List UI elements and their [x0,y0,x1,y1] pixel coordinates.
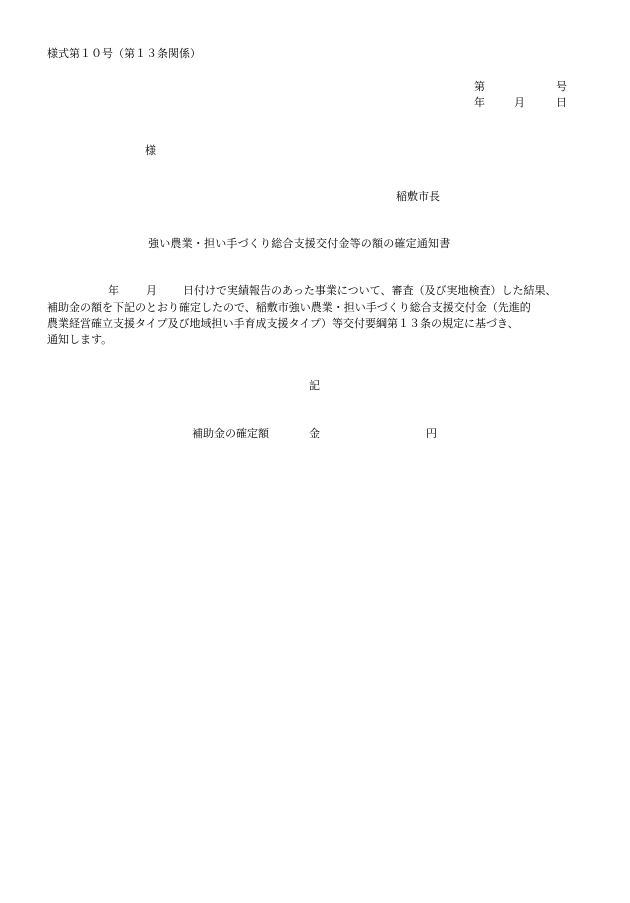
form-number: 様式第１０号（第１３条関係） [47,47,201,60]
amount-prefix: 金 [309,427,320,440]
date-month-label: 月 [514,96,525,109]
body-line-1-text: 日付けで実績報告のあった事業について、審査（及び実地検査）した結果、 [183,284,557,297]
body-month-label: 月 [146,284,157,297]
issue-number-label: 第 [474,80,485,93]
date-year-label: 年 [474,96,485,109]
note-heading: 記 [309,379,320,392]
amount-unit: 円 [426,427,437,440]
amount-label: 補助金の確定額 [192,427,269,440]
body-year-label: 年 [108,284,119,297]
body-line-2: 補助金の額を下記のとおり確定したので、稲敷市強い農業・担い手づくり総合支援交付金（先進的 [47,301,531,314]
document-title: 強い農業・担い手づくり総合支援交付金等の額の確定通知書 [148,237,451,250]
sender-name: 稲敷市長 [396,190,440,203]
addressee-honorific: 様 [145,144,156,157]
body-line-3: 農業経営確立支援タイプ及び地域担い手育成支援タイプ）等交付要綱第１３条の規定に基づき、 [47,317,519,330]
issue-number-suffix: 号 [556,80,567,93]
body-line-4: 通知します。 [47,333,113,346]
date-day-label: 日 [556,96,567,109]
